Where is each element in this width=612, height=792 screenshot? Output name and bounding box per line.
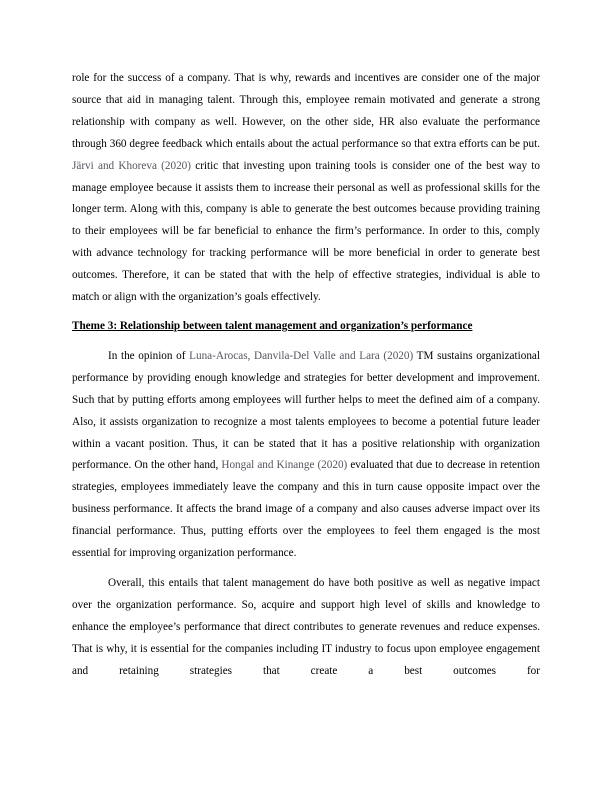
citation-jarvi-khoreva: Järvi and Khoreva (2020) (72, 159, 191, 172)
paragraph-text: role for the success of a company. That is why, rewards and incentives are consider one of the major source that aid in managing talent. Through this, employee remain motivated and generate a strong relationship with company as well. However, on the other side, HR also evaluate the performance through 360 degree feedback which entails about the actual performance so that extra efforts can be put. (72, 72, 540, 150)
paragraph-tm-performance (72, 346, 540, 565)
section-heading-theme-3: Theme 3: Relationship between talent management and organization’s performance (72, 319, 473, 332)
paragraph-overall: Overall, this entails that talent management do have both positive as well as negative impact over the organization performance. So, acquire and support high level of skills and knowledge to enhance the employee’s performance that direct contributes to generate revenues and reduce expenses. That is why, it is essential for the companies including IT industry to focus upon employee engagement and retaining strategies that create a best outcomes for (72, 576, 540, 677)
paragraph-rewards-incentives (72, 68, 540, 309)
document-page (72, 68, 540, 682)
paragraph-spacer (72, 565, 540, 573)
paragraph-text: TM sustains organizational performance by providing enough knowledge and strategies for better development and improvement. Such that by putting efforts among employees will further helps to meet the defined aim of a company. Also, it assists organization to recognize a most talents employees to become a potential future leader within a vacant position. Thus, it can be stated that it has a positive relationship with organization performance. On the other hand, (72, 349, 541, 472)
citation-hongal-kinange: Hongal and Kinange (2020) (221, 459, 348, 472)
paragraph-text: evaluated that due to decrease in retention strategies, employees immediately leave the company and this in turn cause opposite impact over the business performance. It affects the brand image of a company and also causes adverse impact over its financial performance. Thus, putting efforts over the employees to feel them engaged is the most essential for improving organization performance. (72, 459, 540, 560)
citation-luna-arocas: Luna-Arocas, Danvila-Del Valle and Lara (2020) (189, 349, 414, 362)
paragraph-text: critic that investing upon training tools is consider one of the best way to manage employee because it assists them to increase their personal as well as professional skills for the longer term. Along with this, company is able to generate the best outcomes because providing training to their employees will be far beneficial to enhance the firm’s performance. In order to this, comply with advance technology for tracking performance will be more beneficial in order to generate best outcomes. Therefore, it can be stated that with the help of effective strategies, individual is able to match or align with the organization’s goals effectively. (72, 159, 540, 304)
paragraph-text: In the opinion of (108, 349, 190, 362)
